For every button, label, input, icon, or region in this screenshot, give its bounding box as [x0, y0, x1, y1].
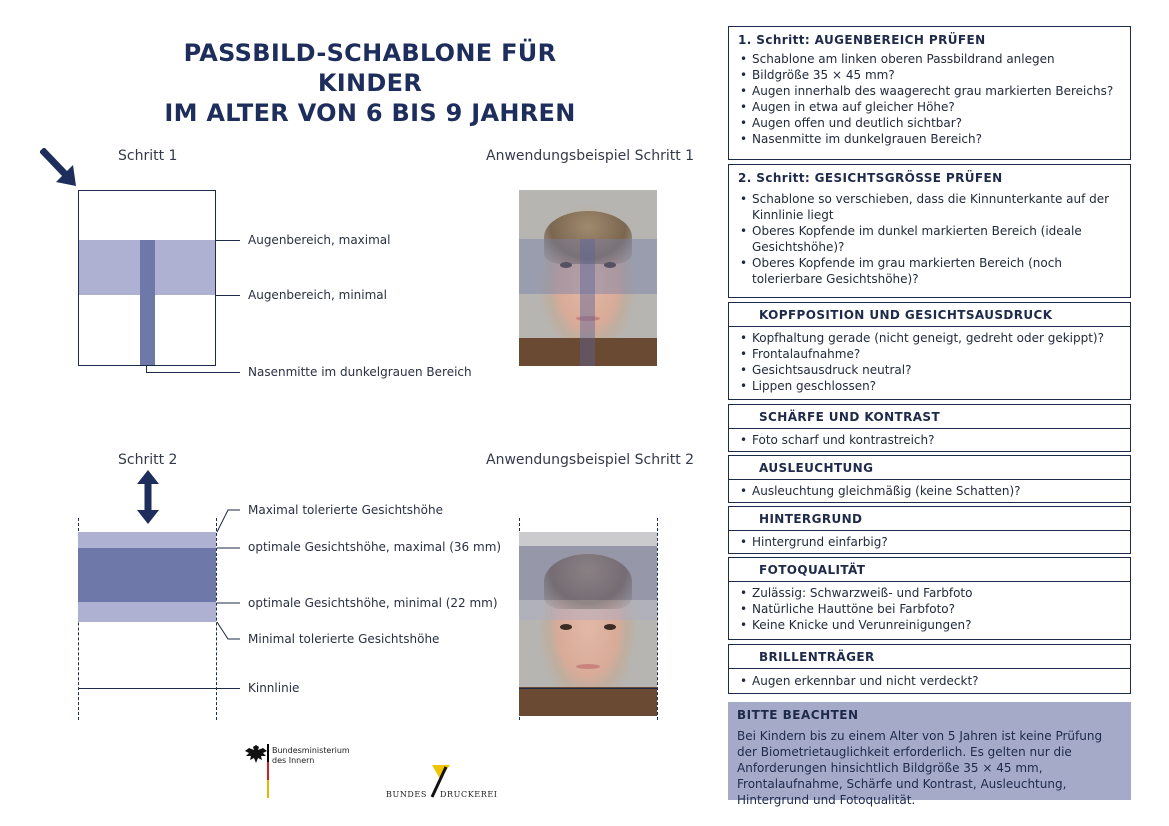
leader-line — [146, 372, 240, 373]
step1-label: Schritt 1 — [118, 148, 178, 164]
checklist-step1 — [728, 26, 1131, 160]
diagonal-arrow-icon — [40, 148, 80, 190]
step2-label: Schritt 2 — [118, 452, 178, 468]
annotation-chin-line: Kinnlinie — [248, 681, 300, 695]
checklist-item: • Schablone am linken oberen Passbildrand anlegen — [738, 51, 1121, 67]
example-photo-step1 — [519, 190, 657, 366]
bundesdruckerei-logo — [386, 765, 496, 801]
checklist-heading: BRILLENTRÄGER — [759, 650, 875, 664]
leader-line — [216, 240, 240, 241]
checklist-lighting — [728, 455, 1131, 503]
checklist-heading: AUSLEUCHTUNG — [759, 461, 874, 475]
note-heading: BITTE BEACHTEN — [737, 708, 859, 722]
checklist-step2 — [728, 164, 1131, 298]
checklist-item: • Kopfhaltung gerade (nicht geneigt, gedreht oder gekippt)? — [738, 330, 1121, 346]
checklist-item: • Ausleuchtung gleichmäßig (keine Schatten)? — [738, 483, 1121, 499]
optimal-band — [78, 548, 216, 602]
annotation-max-tolerated: Maximal tolerierte Gesichtshöhe — [248, 503, 443, 517]
checklist-item: • Frontalaufnahme? — [738, 346, 1121, 362]
optimal-overlay — [519, 546, 657, 600]
nose-center-strip — [140, 240, 155, 365]
checklist-heading: FOTOQUALITÄT — [759, 563, 866, 577]
vertical-double-arrow-icon — [136, 470, 160, 524]
chin-line-overlay — [519, 688, 657, 689]
ministry-name-line2: des Innern — [272, 756, 315, 765]
step1-example-label: Anwendungsbeispiel Schritt 1 — [486, 148, 695, 164]
tolerated-max-overlay — [519, 532, 657, 546]
checklist-item: • Natürliche Hauttöne bei Farbfoto? — [738, 601, 1121, 617]
annotation-min-tolerated: Minimal tolerierte Gesichtshöhe — [248, 632, 440, 646]
leader-lines — [216, 506, 242, 646]
checklist-item: • Schablone so verschieben, dass die Kinnunterkante auf der Kinnlinie liegt — [738, 191, 1121, 223]
checklist-background — [728, 506, 1131, 554]
chin-line — [78, 688, 240, 689]
checklist-item: • Nasenmitte im dunkelgrauen Bereich? — [738, 131, 1121, 147]
checklist-item: • Augen offen und deutlich sichtbar? — [738, 115, 1121, 131]
printer-name-part2: DRUCKEREI — [440, 790, 498, 799]
example-photo-step2 — [519, 532, 657, 716]
checklist-item: • Bildgröße 35 × 45 mm? — [738, 67, 1121, 83]
checklist-item: • Oberes Kopfende im grau markierten Bereich (noch tolerierbare Gesichtshöhe)? — [738, 255, 1121, 287]
leader-line — [216, 295, 240, 296]
checklist-item: • Gesichtsausdruck neutral? — [738, 362, 1121, 378]
checklist-item: • Zulässig: Schwarzweiß- und Farbfoto — [738, 585, 1121, 601]
checklist-heading: HINTERGRUND — [759, 512, 863, 526]
note-box — [728, 702, 1131, 807]
tolerated-max-band — [78, 532, 216, 548]
checklist-heading: KOPFPOSITION UND GESICHTSAUSDRUCK — [759, 308, 1053, 322]
tolerated-min-overlay — [519, 600, 657, 620]
checklist-item: • Augen erkennbar und nicht verdeckt? — [738, 673, 1121, 689]
checklist-heading: SCHÄRFE UND KONTRAST — [759, 410, 941, 424]
checklist-item: • Lippen geschlossen? — [738, 378, 1121, 394]
checklist-heading: 1. Schritt: AUGENBEREICH PRÜFEN — [738, 33, 986, 47]
annotation-eye-max: Augenbereich, maximal — [248, 233, 391, 247]
checklist-head-position — [728, 302, 1131, 400]
annotation-optimal-min: optimale Gesichtshöhe, minimal (22 mm) — [248, 596, 498, 610]
page-title — [140, 38, 600, 128]
checklist-item: • Keine Knicke und Verunreinigungen? — [738, 617, 1121, 633]
federal-eagle-icon — [243, 744, 269, 798]
nose-strip-overlay — [580, 239, 595, 366]
checklist-item: • Oberes Kopfende im dunkel markierten Bereich (ideale Gesichtshöhe)? — [738, 223, 1121, 255]
printer-name-part1: BUNDES — [386, 790, 427, 799]
annotation-optimal-max: optimale Gesichtshöhe, maximal (36 mm) — [248, 540, 502, 554]
checklist-glasses — [728, 644, 1131, 694]
step2-example-label: Anwendungsbeispiel Schritt 2 — [486, 452, 695, 468]
dashed-guide-photo-right — [657, 518, 658, 720]
checklist-photo-quality — [728, 557, 1131, 640]
title-line-2: IM ALTER VON 6 BIS 9 JAHREN — [164, 99, 576, 127]
annotation-nose-center: Nasenmitte im dunkelgrauen Bereich — [248, 365, 472, 379]
ministry-logo — [243, 744, 350, 802]
tolerated-min-band — [78, 602, 216, 622]
checklist-sharpness — [728, 404, 1131, 452]
checklist-item: • Augen in etwa auf gleicher Höhe? — [738, 99, 1121, 115]
note-text: Bei Kindern bis zu einem Alter von 5 Jahren ist keine Prüfung der Biometrietauglichkeit erforderlich. Es gelten nur die Anforderungen hinsichtlich Bildgröße 35 × 45 mm, Frontalaufnahme, Schärfe und Kontrast, Ausleuchtung, Hintergrund und Fotoqualität. — [737, 729, 1103, 807]
ministry-name-line1: Bundesministerium — [272, 746, 350, 755]
title-line-1: PASSBILD-SCHABLONE FÜR KINDER — [183, 39, 557, 97]
eye-template — [78, 190, 216, 366]
checklist-item: • Augen innerhalb des waagerecht grau markierten Bereichs? — [738, 83, 1121, 99]
checklist-item: • Hintergrund einfarbig? — [738, 534, 1121, 550]
checklist-heading: 2. Schritt: GESICHTSGRÖSSE PRÜFEN — [738, 171, 1003, 185]
annotation-eye-min: Augenbereich, minimal — [248, 288, 387, 302]
checklist-item: • Foto scharf und kontrastreich? — [738, 432, 1121, 448]
